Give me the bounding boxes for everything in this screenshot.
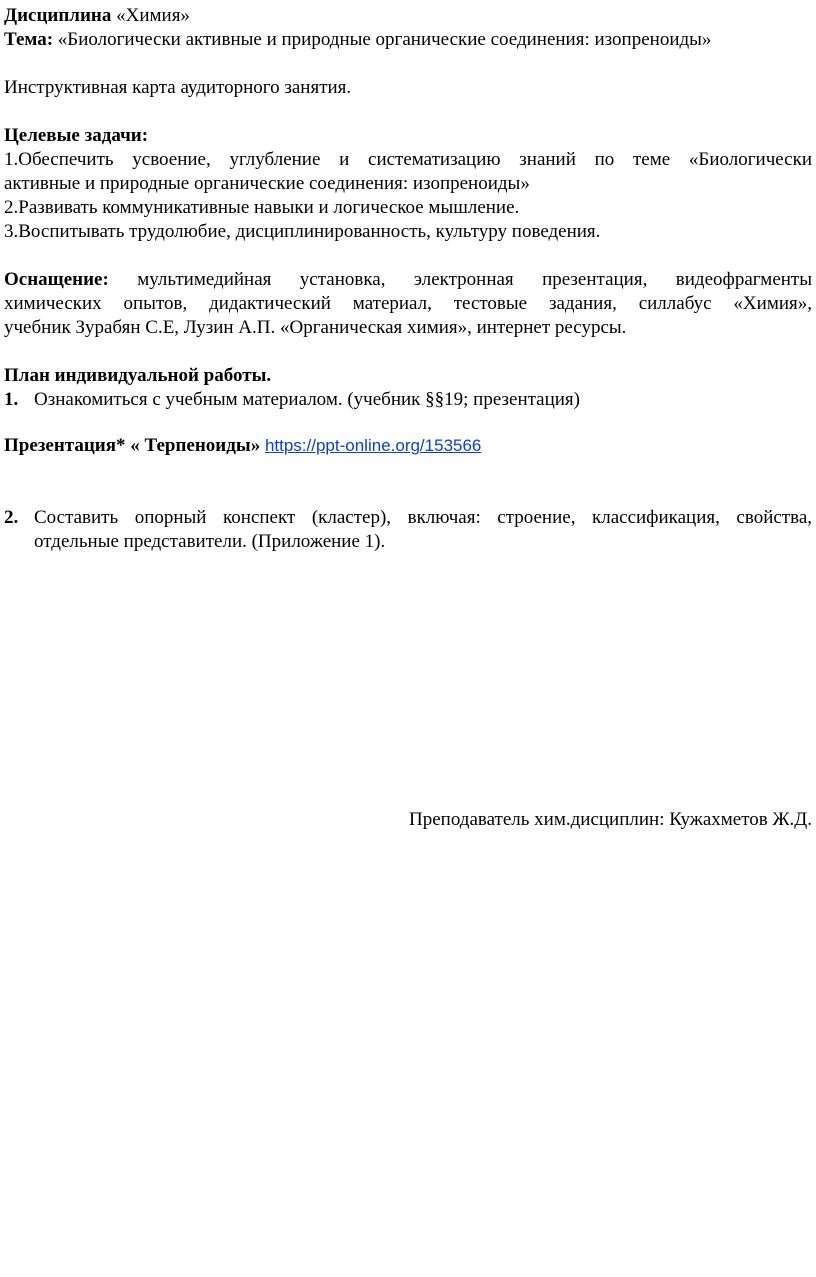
plan-step-2-number: 2. [4, 507, 19, 528]
plan-step-1-number: 1. [4, 389, 19, 410]
equipment-label: Оснащение: [4, 269, 109, 290]
spacer [4, 52, 812, 76]
spacer [4, 554, 812, 808]
equipment-line-1 [4, 268, 812, 292]
topic-value: «Биологически активные и природные органические соединения: изопреноиды» [57, 29, 712, 50]
spacer [4, 412, 812, 434]
spacer [4, 100, 812, 124]
spacer [4, 340, 812, 364]
spacer [4, 244, 812, 268]
card-title: Инструктивная карта аудиторного занятия. [4, 77, 352, 98]
plan-step-1-text: Ознакомиться с учебным материалом. (учебник §§19; презентация) [34, 389, 580, 410]
presentation-link[interactable]: https://ppt-online.org/153566 [264, 436, 482, 455]
presentation-label: Презентация* « Терпеноиды» [4, 435, 261, 456]
plan-heading: План индивидуальной работы. [4, 365, 272, 386]
equipment-text-1: мультимедийная установка, электронная презентация, видеофрагменты [137, 269, 812, 290]
goal-item-1-line-2: активные и природные органические соединения: изопреноиды» [4, 173, 530, 194]
spacer [4, 458, 812, 506]
equipment-line-2: химических опытов, дидактический материал, тестовые задания, силлабус «Химия», [4, 293, 812, 314]
plan-step-1 [4, 388, 812, 412]
presentation-line [4, 434, 812, 458]
goals-heading: Целевые задачи: [4, 125, 149, 146]
discipline-line [4, 4, 812, 28]
discipline-label: Дисциплина [4, 5, 112, 26]
goal-item-1-line-1: 1.Обеспечить усвоение, углубление и систематизацию знаний по теме «Биологически [4, 149, 812, 170]
goal-item-3: 3.Воспитывать трудолюбие, дисциплинированность, культуру поведения. [4, 221, 601, 242]
discipline-value: «Химия» [116, 5, 190, 26]
plan-step-2-line-1: Составить опорный конспект (кластер), включая: строение, классификация, свойства, [34, 507, 812, 528]
topic-line [4, 28, 812, 52]
plan-step-2-line-2: отдельные представители. (Приложение 1). [34, 531, 386, 552]
equipment-line-3: учебник Зурабян С.Е, Лузин А.П. «Органическая химия», интернет ресурсы. [4, 317, 627, 338]
goal-item-2: 2.Развивать коммуникативные навыки и логическое мышление. [4, 197, 520, 218]
topic-label: Тема: [4, 29, 54, 50]
teacher-signature: Преподаватель хим.дисциплин: Кужахметов Ж.Д. [409, 809, 812, 830]
plan-step-2 [4, 506, 812, 554]
document-page [4, 4, 812, 832]
